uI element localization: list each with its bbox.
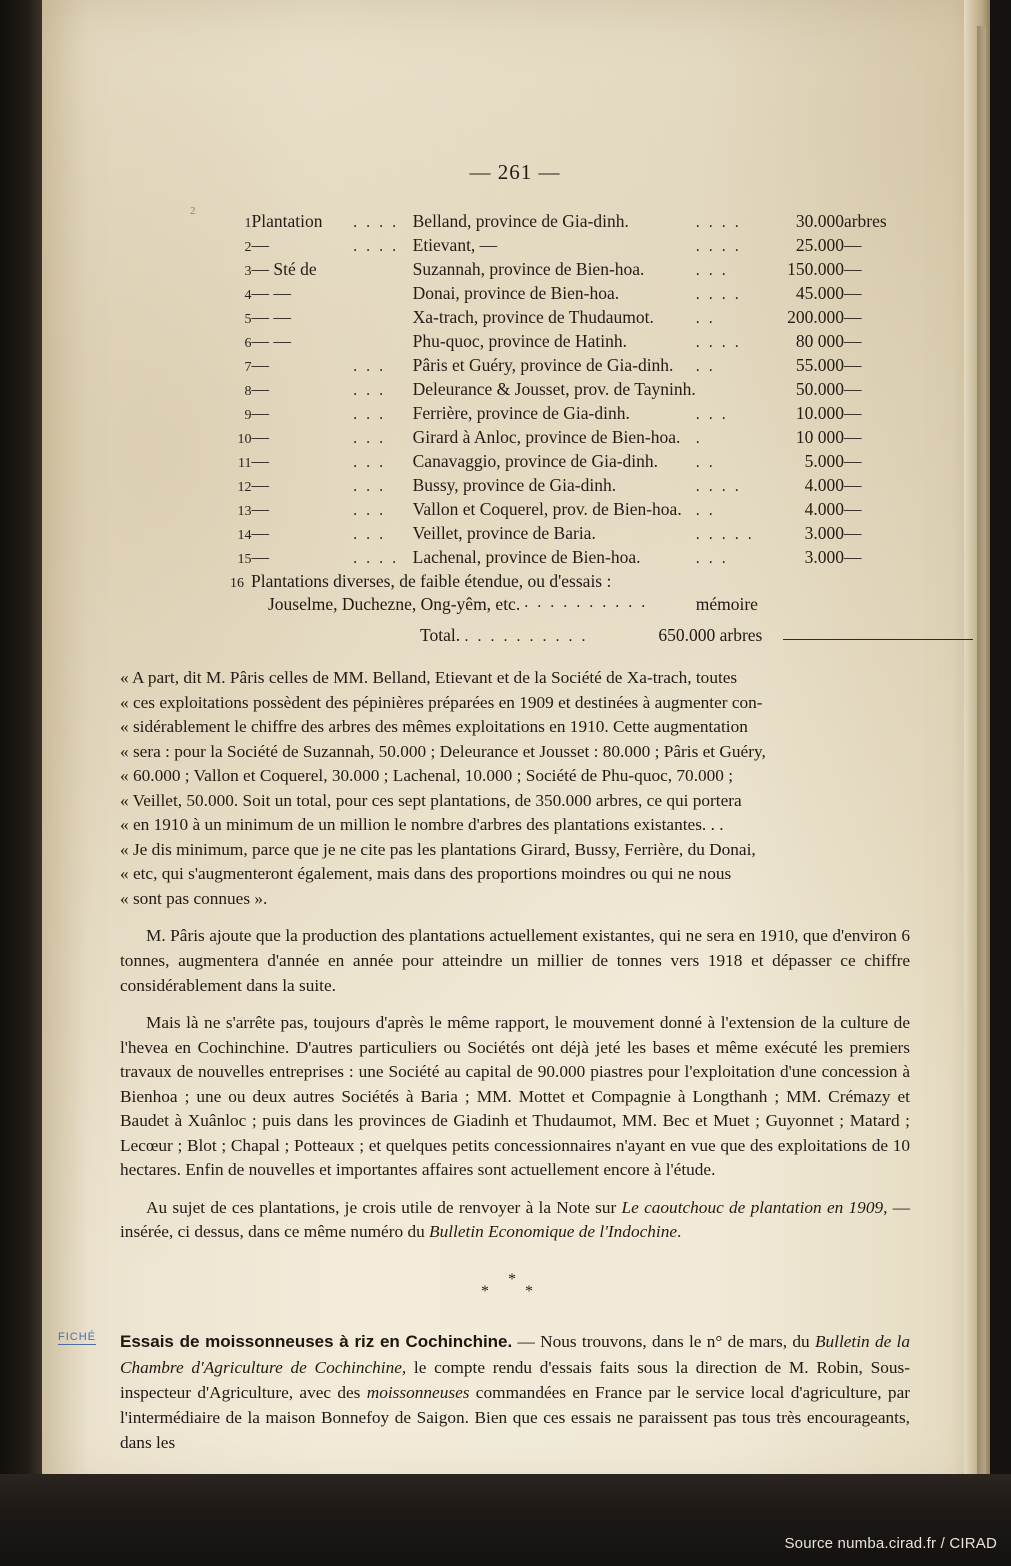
row-unit: —	[843, 450, 862, 471]
row-word: Plantation	[251, 210, 323, 231]
row-leader-dots: . . .	[353, 429, 386, 447]
row-description: Vallon et Coquerel, prov. de Bien-hoa.	[412, 498, 682, 519]
row-number: 15	[237, 551, 252, 567]
row-description: Canavaggio, province de Gia-dinh.	[412, 450, 659, 471]
row-unit: —	[843, 402, 862, 423]
row-leader-dots: . . .	[353, 525, 386, 543]
row-description: Veillet, province de Baria.	[412, 522, 596, 543]
row-unit: —	[843, 546, 862, 567]
table-row-16	[230, 571, 910, 592]
row-quantity: 3.000	[804, 522, 844, 543]
row-word: —	[251, 546, 269, 567]
row-trailing-dots: . . . .	[695, 285, 742, 303]
row-number: 1	[244, 215, 252, 231]
table-row	[230, 473, 910, 497]
row-number: 12	[237, 479, 252, 495]
row-unit: —	[843, 258, 862, 279]
row-leader-dots: . . .	[353, 453, 386, 471]
fiche-stamp: FICHÉ	[58, 1331, 96, 1344]
quote-line: « en 1910 à un minimum de un million le nombre d'arbres des plantations existantes. . .	[120, 815, 724, 835]
row-unit: —	[843, 354, 862, 375]
quote-line: « etc, qui s'augmenteront également, mais dans des proportions moindres ou qui ne nous	[120, 864, 732, 884]
row-number: 9	[244, 407, 252, 423]
table-row	[230, 353, 910, 377]
row-description: Pâris et Guéry, province de Gia-dinh.	[412, 354, 674, 375]
table-row	[230, 377, 910, 401]
row-description: Plantations diverses, de faible étendue, ou d'essais :	[251, 571, 612, 591]
row-leader-dots	[353, 281, 413, 305]
page-bottom-shadow	[0, 1474, 1011, 1566]
row-trailing-dots: .	[695, 429, 703, 447]
row-trailing-dots: . .	[695, 309, 716, 327]
row-number: 2	[244, 239, 252, 255]
row-number: 3	[244, 263, 252, 279]
row-quantity: 4.000	[804, 498, 844, 519]
article-text-a: — Nous trouvons, dans le n° de mars, du	[512, 1332, 815, 1352]
book-page	[42, 0, 990, 1500]
row-quantity: 25.000	[795, 234, 844, 255]
row-description: Girard à Anloc, province de Bien-hoa.	[412, 426, 681, 447]
row-description: Phu-quoc, province de Hatinh.	[412, 330, 627, 351]
row-quantity: 4.000	[804, 474, 844, 495]
memo-dots: . . . . . . . . . .	[524, 594, 648, 611]
row-trailing-dots: . . .	[695, 549, 729, 567]
paragraph-production: M. Pâris ajoute que la production des plantations actuellement existantes, qui ne sera en 1910, que d'environ 6 tonnes, augmentera d'année en année pour atteindre un millier de tonnes vers 1918 et dépasser ce chiffre considérablement dans la suite.	[120, 926, 910, 995]
plantations-table	[230, 209, 910, 569]
article-source-title: Bulletin de la Chambre d'Agriculture de Cochinchine,	[120, 1332, 911, 1377]
separator-top-star: *	[508, 1271, 522, 1289]
row-quantity: 80 000	[795, 330, 844, 351]
row-word: — —	[251, 282, 291, 303]
article-section	[58, 1329, 911, 1455]
row-word: —	[251, 354, 269, 375]
page-edge-inner	[977, 26, 986, 1476]
row-leader-dots: . . . .	[353, 549, 399, 567]
separator-bottom-stars: * *	[481, 1283, 549, 1301]
row-number: 14	[237, 527, 252, 543]
row-word: — Sté de	[251, 258, 317, 279]
row-number: 4	[244, 287, 252, 303]
row-leader-dots: . . .	[353, 477, 386, 495]
reference-text-a: Au sujet de ces plantations, je crois utile de renvoyer à la Note sur	[146, 1197, 622, 1217]
row-quantity: 30.000	[795, 210, 844, 231]
row-leader-dots: . . .	[353, 381, 386, 399]
row-unit: —	[843, 498, 862, 519]
row-word: —	[251, 450, 269, 471]
row-number: 5	[244, 311, 252, 327]
quote-line: « sera : pour la Société de Suzannah, 50.000 ; Deleurance et Jousset : 80.000 ; Pâris et Guéry,	[120, 741, 766, 761]
table-row	[230, 257, 910, 281]
table-row	[230, 209, 910, 233]
table-row	[230, 401, 910, 425]
row-leader-dots: . . . .	[353, 237, 399, 255]
row-trailing-dots: . . . .	[695, 477, 742, 495]
row-word: — —	[251, 306, 291, 327]
page-content	[58, 0, 911, 1500]
row-number: 7	[244, 359, 252, 375]
row-trailing-dots: . . .	[695, 261, 729, 279]
margin-mark: 2	[190, 205, 196, 217]
row-word: — —	[251, 330, 291, 351]
row-quantity: 55.000	[795, 354, 844, 375]
quote-line: « sidérablement le chiffre des arbres des mêmes exploitations en 1910. Cette augmentation	[120, 717, 748, 737]
row-word: —	[251, 378, 269, 399]
row-unit: —	[843, 522, 862, 543]
section-separator	[120, 1271, 910, 1301]
row-trailing-dots	[696, 377, 765, 401]
total-value: 650.000 arbres	[658, 625, 763, 645]
total-rule	[783, 639, 973, 640]
memo-value: mémoire	[695, 594, 758, 614]
table-row	[230, 281, 910, 305]
table-row	[230, 449, 910, 473]
reference-text-b: — insérée, ci dessus, dans ce même numéro du	[120, 1197, 910, 1242]
memo-row	[268, 594, 910, 615]
row-trailing-dots: . .	[695, 453, 716, 471]
row-unit: —	[843, 330, 862, 351]
row-word: —	[251, 474, 269, 495]
row-leader-dots: . . . .	[353, 213, 399, 231]
article-text-c: commandées en France par le service local d'agriculture, par l'intermédiaire de la maison Bonnefoy de Saigon. Bien que ces essais ne paraissent pas tous très encourageants, dans les	[120, 1382, 911, 1452]
row-description: Ferrière, province de Gia-dinh.	[412, 402, 630, 423]
total-label: Total.	[420, 625, 461, 645]
source-credit: Source numba.cirad.fr / CIRAD	[784, 1535, 997, 1552]
quote-line: « sont pas connues ».	[120, 888, 268, 908]
table-row	[230, 425, 910, 449]
paragraph-reference	[120, 1196, 910, 1245]
row-quantity: 45.000	[795, 282, 844, 303]
row-description: Etievant, —	[412, 234, 498, 255]
row-description: Deleurance & Jousset, prov. de Tayninh.	[412, 378, 696, 399]
table-row	[230, 233, 910, 257]
row-leader-dots	[353, 305, 413, 329]
plantations-table-body	[230, 209, 910, 569]
quote-paragraph	[120, 666, 910, 911]
row-unit: —	[843, 282, 862, 303]
reference-note-title: Le caoutchouc de plantation en 1909,	[621, 1197, 888, 1217]
row-leader-dots: . . .	[353, 501, 386, 519]
row-trailing-dots: . . . . .	[695, 525, 755, 543]
table-row	[230, 545, 910, 569]
row-quantity: 10 000	[795, 426, 844, 447]
page-number: — 261 —	[469, 160, 561, 184]
row-description: Donai, province de Bien-hoa.	[412, 282, 620, 303]
table-row	[230, 521, 910, 545]
row-number: 13	[237, 503, 252, 519]
row-unit: —	[843, 306, 862, 327]
row-unit: —	[843, 234, 862, 255]
row-description: Suzannah, province de Bien-hoa.	[412, 258, 645, 279]
table-row	[230, 305, 910, 329]
article-body	[120, 1329, 910, 1455]
row-number: 8	[244, 383, 252, 399]
row-unit: —	[843, 474, 862, 495]
row-unit: arbres	[843, 210, 887, 231]
table-row	[230, 497, 910, 521]
quote-line: « A part, dit M. Pâris celles de MM. Belland, Etievant et de la Société de Xa-trach, toutes	[120, 668, 738, 687]
quote-line: « 60.000 ; Vallon et Coquerel, 30.000 ; Lachenal, 10.000 ; Société de Phu-quoc, 70.000 ;	[120, 766, 734, 786]
quote-line: « Veillet, 50.000. Soit un total, pour ces sept plantations, de 350.000 arbres, ce qui portera	[120, 790, 742, 810]
row-word: —	[251, 402, 269, 423]
row-number: 16	[230, 576, 244, 591]
article-text-b: le compte rendu d'essais faits sous la direction de M. Robin, Sous-inspecteur d'Agriculture, avec des	[120, 1357, 910, 1402]
row-description: Bussy, province de Gia-dinh.	[412, 474, 617, 495]
memo-names: Jouselme, Duchezne, Ong-yêm, etc.	[268, 594, 521, 614]
total-row	[420, 625, 910, 646]
row-word: —	[251, 522, 269, 543]
row-quantity: 5.000	[804, 450, 844, 471]
row-word: —	[251, 234, 269, 255]
total-dots: . . . . . . . . . .	[464, 628, 588, 645]
row-description: Xa-trach, province de Thudaumot.	[412, 306, 654, 327]
reference-bulletin-title: Bulletin Economique de l'Indochine	[429, 1222, 678, 1242]
row-number: 10	[237, 431, 252, 447]
row-trailing-dots: . . . .	[695, 333, 742, 351]
row-quantity: 10.000	[795, 402, 844, 423]
row-quantity: 50.000	[795, 378, 844, 399]
row-leader-dots: . . .	[353, 357, 386, 375]
quote-line: « Je dis minimum, parce que je ne cite pas les plantations Girard, Bussy, Ferrière, du Donai,	[120, 839, 756, 859]
paragraph-expansion: Mais là ne s'arrête pas, toujours d'après le même rapport, le mouvement donné à l'extension de la culture de l'hevea en Cochinchine. D'autres particuliers ou Sociétés ont déjà jeté les bases et même exécuté les premiers travaux de nouvelles entreprises : une Société au capital de 90.000 piastres pour l'exploitation d'une concession à Bienhoa ; une ou deux autres Sociétés à Baria ; MM. Mottet et Compagnie à Longthanh ; MM. Crémazy et Baudet à Xuânloc ; puis dans les provinces de Giadinh et Thudaumot, MM. Bec et Muet ; Guyonnet ; Matard ; Lecœur ; Blot ; Chapal ; Potteaux ; et quelques petits concessionnaires n'ayant en vue que des exploitations de 10 hectares. Enfin de nouvelles et importantes affaires sont actuellement encore à l'étude.	[120, 1013, 910, 1180]
row-word: —	[251, 426, 269, 447]
row-quantity: 200.000	[787, 306, 844, 327]
row-quantity: 3.000	[804, 546, 844, 567]
row-trailing-dots: . . . .	[695, 213, 742, 231]
row-trailing-dots: . .	[695, 357, 716, 375]
table-row	[230, 329, 910, 353]
row-leader-dots: . . .	[353, 405, 386, 423]
row-unit: —	[843, 426, 862, 447]
reference-text-c: .	[677, 1222, 682, 1242]
quote-line: « ces exploitations possèdent des pépinières préparées en 1909 et destinées à augmenter con-	[120, 692, 763, 712]
row-trailing-dots: . . .	[695, 405, 729, 423]
row-quantity: 150.000	[787, 258, 844, 279]
row-trailing-dots: . .	[695, 501, 716, 519]
row-number: 11	[238, 455, 252, 471]
article-title: Essais de moissonneuses à riz en Cochinchine.	[120, 1332, 513, 1352]
article-emphasis-moissonneuses: moissonneuses	[366, 1382, 470, 1402]
row-description: Lachenal, province de Bien-hoa.	[412, 546, 641, 567]
row-description: Belland, province de Gia-dinh.	[412, 210, 629, 231]
row-leader-dots	[353, 329, 413, 353]
row-number: 6	[244, 335, 252, 351]
row-leader-dots	[353, 257, 413, 281]
row-unit: —	[843, 378, 862, 399]
row-word: —	[251, 498, 269, 519]
row-trailing-dots: . . . .	[695, 237, 742, 255]
